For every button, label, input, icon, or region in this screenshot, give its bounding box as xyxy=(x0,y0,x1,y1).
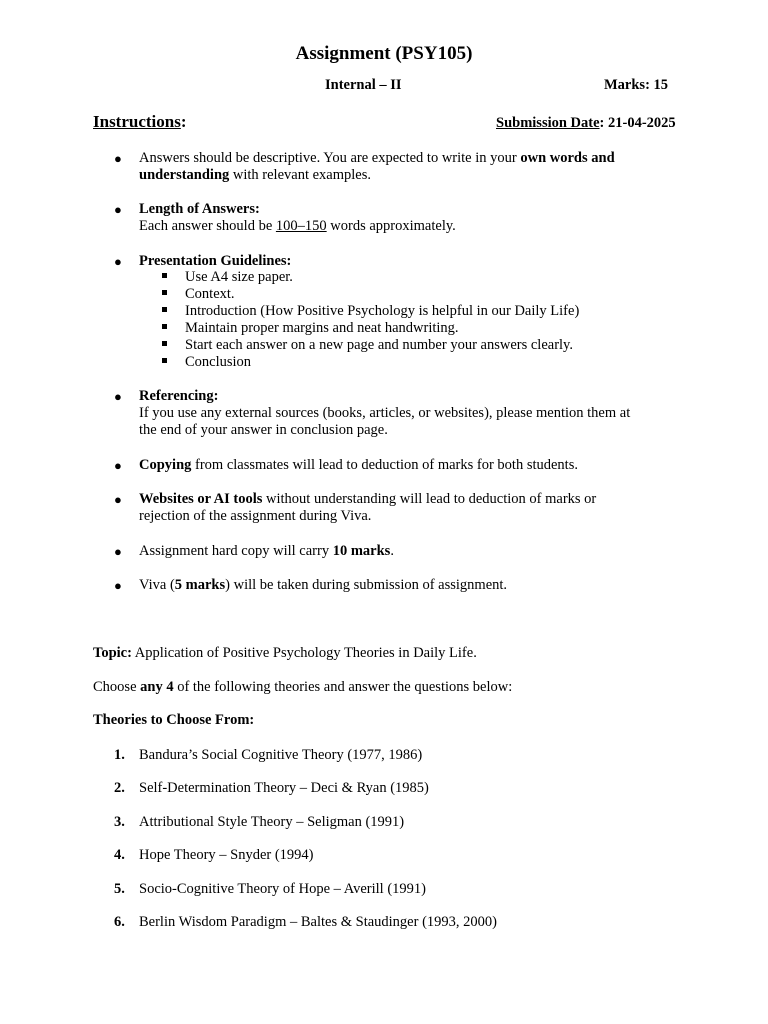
square-bullet-icon xyxy=(162,290,167,295)
theory-number: 2. xyxy=(114,780,125,796)
theory-number: 1. xyxy=(114,747,125,763)
bullet-icon: ● xyxy=(114,151,122,166)
instructions-heading xyxy=(93,112,187,132)
ai-tools-line-2: rejection of the assignment during Viva. xyxy=(139,508,372,524)
length-text: Each answer should be 100–150 words approximately. xyxy=(139,218,456,234)
bullet-icon: ● xyxy=(114,544,122,559)
instruction-1-line-1: Answers should be descriptive. You are expected to write in your own words and xyxy=(139,150,615,166)
instructions-label: Instructions xyxy=(93,112,181,131)
theory-number: 3. xyxy=(114,814,125,830)
theory-item: Socio-Cognitive Theory of Hope – Averill (1991) xyxy=(139,881,426,897)
submission-label: Submission Date xyxy=(496,115,600,131)
bullet-icon: ● xyxy=(114,458,122,473)
theory-item: Attributional Style Theory – Seligman (1991) xyxy=(139,814,405,830)
bullet-icon: ● xyxy=(114,254,122,269)
instruction-1-line-2: understanding with relevant examples. xyxy=(139,167,371,183)
theory-number: 5. xyxy=(114,881,125,897)
bullet-icon: ● xyxy=(114,492,122,507)
square-bullet-icon xyxy=(162,341,167,346)
submission-date xyxy=(496,115,676,132)
ai-tools-line-1: Websites or AI tools without understanding will lead to deduction of marks or xyxy=(139,491,597,507)
theory-item: Berlin Wisdom Paradigm – Baltes & Staudinger (1993, 2000) xyxy=(139,914,497,930)
theory-item: Hope Theory – Snyder (1994) xyxy=(139,847,314,863)
bullet-icon: ● xyxy=(114,202,122,217)
internal-label: Internal – II xyxy=(325,77,402,93)
referencing-line-1: If you use any external sources (books, articles, or websites), please mention them at xyxy=(139,405,631,421)
theory-number: 4. xyxy=(114,847,125,863)
square-bullet-icon xyxy=(162,273,167,278)
bullet-icon: ● xyxy=(114,389,122,404)
length-heading: Length of Answers: xyxy=(139,201,260,217)
topic-line: Topic: Application of Positive Psychology Theories in Daily Life. xyxy=(93,645,477,661)
guideline-item: Introduction (How Positive Psychology is helpful in our Daily Life) xyxy=(185,303,580,319)
guideline-item: Use A4 size paper. xyxy=(185,269,293,285)
guideline-item: Maintain proper margins and neat handwriting. xyxy=(185,320,459,336)
referencing-heading: Referencing: xyxy=(139,388,219,404)
guideline-item: Start each answer on a new page and number your answers clearly. xyxy=(185,337,573,353)
bullet-icon: ● xyxy=(114,578,122,593)
instructions-colon: : xyxy=(180,112,187,131)
square-bullet-icon xyxy=(162,324,167,329)
referencing-line-2: the end of your answer in conclusion page. xyxy=(139,422,388,438)
guideline-item: Context. xyxy=(185,286,235,302)
square-bullet-icon xyxy=(162,358,167,363)
theories-heading: Theories to Choose From: xyxy=(93,712,255,728)
marks-label: Marks: 15 xyxy=(604,77,669,93)
copying-text: Copying from classmates will lead to deduction of marks for both students. xyxy=(139,457,578,473)
theory-item: Bandura’s Social Cognitive Theory (1977, 1986) xyxy=(139,747,423,763)
submission-value: : 21-04-2025 xyxy=(599,115,676,131)
presentation-heading: Presentation Guidelines: xyxy=(139,253,292,269)
theory-number: 6. xyxy=(114,914,125,930)
viva-text: Viva (5 marks) will be taken during submission of assignment. xyxy=(139,577,508,593)
guideline-item: Conclusion xyxy=(185,354,252,370)
theory-item: Self-Determination Theory – Deci & Ryan (1985) xyxy=(139,780,429,796)
square-bullet-icon xyxy=(162,307,167,312)
page-title: Assignment (PSY105) xyxy=(295,43,473,64)
hard-copy-text: Assignment hard copy will carry 10 marks. xyxy=(139,543,394,559)
choose-line: Choose any 4 of the following theories and answer the questions below: xyxy=(93,679,513,695)
